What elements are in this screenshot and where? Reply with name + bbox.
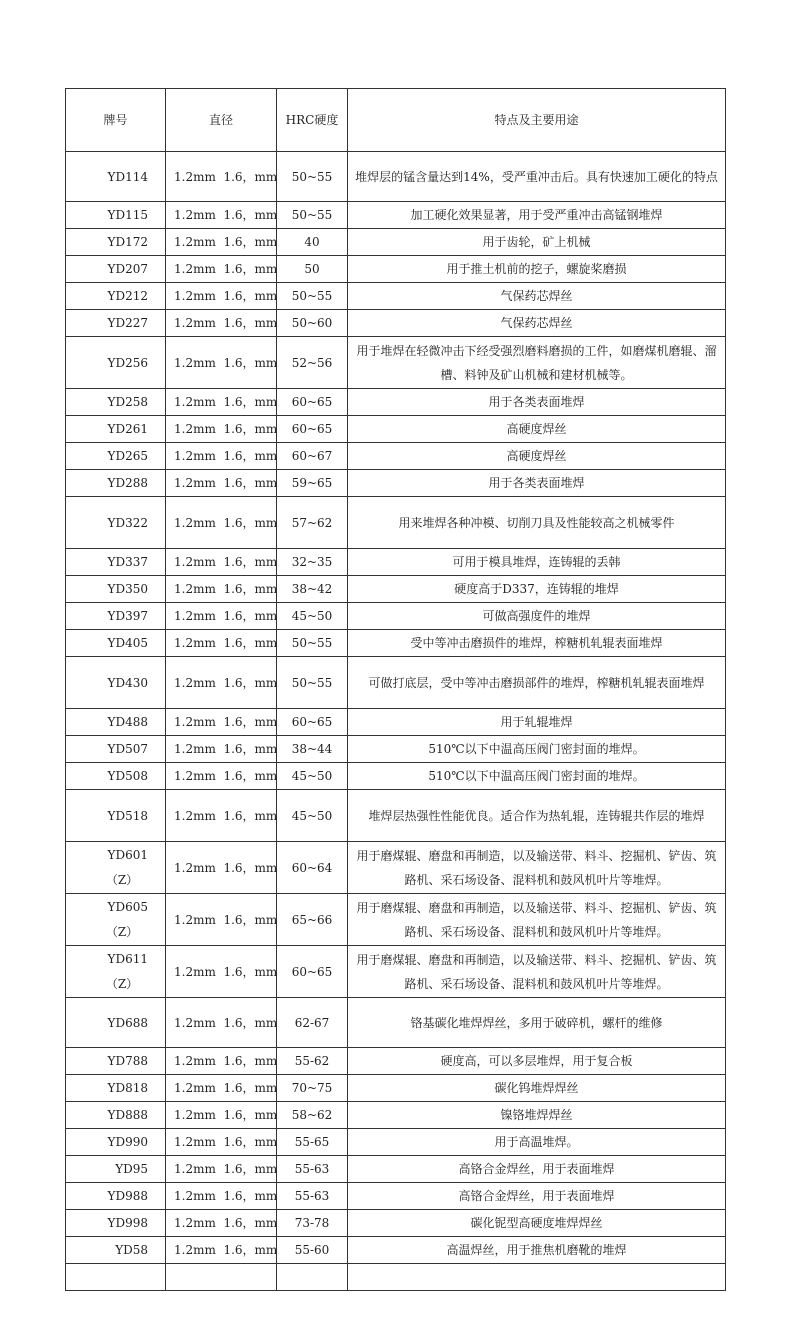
table-row [66, 1264, 726, 1291]
cell-usage: 可做高强度件的堆焊 [348, 603, 726, 630]
table-row [66, 709, 726, 736]
brand-code: YD207 [107, 262, 148, 276]
cell-brand [66, 1102, 166, 1129]
cell-usage: 硬度高于D337，连铸辊的堆焊 [348, 576, 726, 603]
header-hardness: HRC硬度 [277, 89, 348, 152]
cell-usage: 用于磨煤辊、磨盘和再制造，以及输送带、料斗、挖掘机、铲齿、筑路机、采石场设备、混料机和鼓风机叶片等堆焊。 [348, 842, 726, 894]
cell-usage: 用于高温堆焊。 [348, 1129, 726, 1156]
table-row [66, 657, 726, 709]
brand-code: YD265 [107, 449, 148, 463]
table-row [66, 1237, 726, 1264]
cell-usage: 用于推土机前的挖子，螺旋桨磨损 [348, 256, 726, 283]
table-row [66, 1075, 726, 1102]
brand-code: YD95 [115, 1162, 148, 1176]
brand-code: YD998 [107, 1216, 148, 1230]
cell-hardness: 55-65 [277, 1129, 348, 1156]
table-row [66, 842, 726, 894]
cell-usage: 受中等冲击磨损件的堆焊，榨糖机轧辊表面堆焊 [348, 630, 726, 657]
cell-hardness: 32~35 [277, 549, 348, 576]
cell-diameter: 1.2mm 1.6，mm [166, 310, 277, 337]
cell-usage: 高硬度焊丝 [348, 443, 726, 470]
cell-diameter: 1.2mm 1.6，mm [166, 202, 277, 229]
cell-brand [66, 1048, 166, 1075]
table-row [66, 1048, 726, 1075]
cell-usage: 510℃以下中温高压阀门密封面的堆焊。 [348, 736, 726, 763]
table-row [66, 443, 726, 470]
cell-usage: 用于轧辊堆焊 [348, 709, 726, 736]
cell-diameter: 1.2mm 1.6，mm [166, 946, 277, 998]
cell-hardness: 45~50 [277, 790, 348, 842]
cell-usage: 用于齿轮，矿上机械 [348, 229, 726, 256]
cell-hardness: 52~56 [277, 337, 348, 389]
table-row [66, 549, 726, 576]
cell-diameter [166, 1264, 277, 1291]
cell-hardness: 50~55 [277, 152, 348, 202]
table-header-row [66, 89, 726, 152]
cell-diameter: 1.2mm 1.6，mm [166, 736, 277, 763]
cell-usage: 高铬合金焊丝，用于表面堆焊 [348, 1156, 726, 1183]
cell-diameter: 1.2mm 1.6，mm [166, 630, 277, 657]
header-brand: 牌号 [66, 89, 166, 152]
brand-code: YD405 [107, 636, 148, 650]
cell-diameter: 1.2mm 1.6，mm [166, 389, 277, 416]
cell-brand [66, 497, 166, 549]
brand-code: YD350 [107, 582, 148, 596]
cell-brand [66, 603, 166, 630]
cell-brand [66, 709, 166, 736]
brand-code: YD508 [107, 769, 148, 783]
header-diameter: 直径 [166, 89, 277, 152]
cell-brand [66, 1264, 166, 1291]
cell-diameter: 1.2mm 1.6，mm [166, 1237, 277, 1264]
cell-usage: 气保药芯焊丝 [348, 310, 726, 337]
brand-code: YD611 [107, 951, 148, 966]
cell-diameter: 1.2mm 1.6，mm [166, 229, 277, 256]
table-row [66, 1210, 726, 1237]
cell-hardness: 55-63 [277, 1156, 348, 1183]
cell-diameter: 1.2mm 1.6，mm [166, 894, 277, 946]
cell-diameter: 1.2mm 1.6，mm [166, 152, 277, 202]
cell-brand [66, 202, 166, 229]
table-row [66, 763, 726, 790]
brand-code: YD488 [107, 715, 148, 729]
cell-diameter: 1.2mm 1.6，mm [166, 337, 277, 389]
cell-diameter: 1.2mm 1.6，mm [166, 549, 277, 576]
table-row [66, 576, 726, 603]
brand-suffix: （Z） [105, 872, 139, 887]
cell-brand [66, 630, 166, 657]
cell-diameter: 1.2mm 1.6，mm [166, 709, 277, 736]
cell-hardness: 58~62 [277, 1102, 348, 1129]
brand-code: YD288 [107, 476, 148, 490]
cell-brand [66, 549, 166, 576]
brand-code: YD172 [107, 235, 148, 249]
cell-hardness: 60~65 [277, 416, 348, 443]
cell-diameter: 1.2mm 1.6，mm [166, 1210, 277, 1237]
cell-usage: 铬基碳化堆焊焊丝，多用于破碎机，螺杆的维修 [348, 998, 726, 1048]
table-row [66, 389, 726, 416]
table-row [66, 256, 726, 283]
brand-code: YD58 [115, 1243, 148, 1257]
table-row [66, 894, 726, 946]
cell-hardness: 50~60 [277, 310, 348, 337]
cell-brand [66, 790, 166, 842]
cell-hardness: 40 [277, 229, 348, 256]
brand-code: YD888 [107, 1108, 148, 1122]
table-row [66, 603, 726, 630]
table-body [66, 152, 726, 1291]
table-row [66, 1156, 726, 1183]
cell-diameter: 1.2mm 1.6，mm [166, 1156, 277, 1183]
cell-diameter: 1.2mm 1.6，mm [166, 497, 277, 549]
cell-hardness: 60~65 [277, 389, 348, 416]
cell-brand [66, 842, 166, 894]
cell-brand [66, 894, 166, 946]
cell-hardness: 50~55 [277, 202, 348, 229]
cell-hardness: 38~44 [277, 736, 348, 763]
table-row [66, 497, 726, 549]
brand-code: YD507 [107, 742, 148, 756]
brand-code: YD605 [107, 899, 148, 914]
cell-diameter: 1.2mm 1.6，mm [166, 657, 277, 709]
table-row [66, 998, 726, 1048]
cell-brand [66, 576, 166, 603]
brand-code: YD988 [107, 1189, 148, 1203]
cell-brand [66, 1183, 166, 1210]
cell-usage: 510℃以下中温高压阀门密封面的堆焊。 [348, 763, 726, 790]
brand-code: YD258 [107, 395, 148, 409]
cell-hardness: 50 [277, 256, 348, 283]
cell-brand [66, 283, 166, 310]
cell-hardness: 57~62 [277, 497, 348, 549]
table-row [66, 337, 726, 389]
cell-brand [66, 310, 166, 337]
cell-hardness: 55-62 [277, 1048, 348, 1075]
cell-brand [66, 152, 166, 202]
cell-usage: 高铬合金焊丝，用于表面堆焊 [348, 1183, 726, 1210]
cell-usage: 用于各类表面堆焊 [348, 389, 726, 416]
brand-code: YD430 [107, 675, 148, 690]
cell-brand [66, 229, 166, 256]
cell-brand [66, 657, 166, 709]
brand-code: YD601 [107, 847, 148, 862]
cell-hardness: 65~66 [277, 894, 348, 946]
cell-brand [66, 1129, 166, 1156]
cell-usage: 硬度高，可以多层堆焊，用于复合板 [348, 1048, 726, 1075]
brand-code: YD818 [107, 1081, 148, 1095]
cell-hardness: 60~67 [277, 443, 348, 470]
cell-diameter: 1.2mm 1.6，mm [166, 1183, 277, 1210]
table-row [66, 1129, 726, 1156]
cell-brand [66, 763, 166, 790]
cell-hardness [277, 1264, 348, 1291]
table-row [66, 310, 726, 337]
cell-hardness: 60~65 [277, 709, 348, 736]
table-row [66, 946, 726, 998]
welding-wire-table [65, 88, 726, 1291]
cell-diameter: 1.2mm 1.6，mm [166, 256, 277, 283]
cell-hardness: 55-60 [277, 1237, 348, 1264]
cell-diameter: 1.2mm 1.6，mm [166, 443, 277, 470]
cell-usage: 堆焊层热强性性能优良。适合作为热轧辊，连铸辊共作层的堆焊 [348, 790, 726, 842]
cell-brand [66, 998, 166, 1048]
brand-suffix: （Z） [105, 924, 139, 939]
cell-diameter: 1.2mm 1.6，mm [166, 576, 277, 603]
brand-code: YD688 [107, 1015, 148, 1030]
cell-diameter: 1.2mm 1.6，mm [166, 283, 277, 310]
cell-diameter: 1.2mm 1.6，mm [166, 470, 277, 497]
table-row [66, 470, 726, 497]
cell-brand [66, 1075, 166, 1102]
cell-diameter: 1.2mm 1.6，mm [166, 1102, 277, 1129]
brand-code: YD990 [107, 1135, 148, 1149]
cell-diameter: 1.2mm 1.6，mm [166, 1048, 277, 1075]
cell-diameter: 1.2mm 1.6，mm [166, 842, 277, 894]
table-row [66, 1183, 726, 1210]
cell-diameter: 1.2mm 1.6，mm [166, 1075, 277, 1102]
cell-diameter: 1.2mm 1.6，mm [166, 603, 277, 630]
cell-hardness: 50~55 [277, 283, 348, 310]
table-row [66, 202, 726, 229]
cell-diameter: 1.2mm 1.6，mm [166, 763, 277, 790]
cell-hardness: 38~42 [277, 576, 348, 603]
cell-diameter: 1.2mm 1.6，mm [166, 790, 277, 842]
cell-brand [66, 443, 166, 470]
cell-usage: 气保药芯焊丝 [348, 283, 726, 310]
cell-hardness: 73-78 [277, 1210, 348, 1237]
cell-hardness: 45~50 [277, 763, 348, 790]
cell-brand [66, 1156, 166, 1183]
table-row [66, 630, 726, 657]
cell-usage: 碳化钨堆焊焊丝 [348, 1075, 726, 1102]
cell-brand [66, 736, 166, 763]
cell-brand [66, 1210, 166, 1237]
brand-code: YD212 [107, 289, 148, 303]
cell-hardness: 70~75 [277, 1075, 348, 1102]
cell-usage: 堆焊层的锰含量达到14%，受严重冲击后。具有快速加工硬化的特点 [348, 152, 726, 202]
cell-hardness: 60~65 [277, 946, 348, 998]
brand-code: YD114 [107, 169, 148, 184]
cell-brand [66, 256, 166, 283]
cell-usage: 可做打底层，受中等冲击磨损部件的堆焊，榨糖机轧辊表面堆焊 [348, 657, 726, 709]
table-row [66, 736, 726, 763]
cell-hardness: 60~64 [277, 842, 348, 894]
cell-hardness: 62-67 [277, 998, 348, 1048]
brand-code: YD337 [107, 555, 148, 569]
cell-hardness: 50~55 [277, 657, 348, 709]
brand-code: YD788 [107, 1054, 148, 1068]
cell-usage: 碳化铌型高硬度堆焊焊丝 [348, 1210, 726, 1237]
brand-code: YD115 [107, 208, 148, 222]
cell-diameter: 1.2mm 1.6，mm [166, 416, 277, 443]
table-row [66, 283, 726, 310]
cell-hardness: 50~55 [277, 630, 348, 657]
table-row [66, 152, 726, 202]
brand-code: YD261 [107, 422, 148, 436]
cell-hardness: 45~50 [277, 603, 348, 630]
cell-usage: 用于磨煤辊、磨盘和再制造，以及输送带、料斗、挖掘机、铲齿、筑路机、采石场设备、混料机和鼓风机叶片等堆焊。 [348, 894, 726, 946]
cell-usage: 镍铬堆焊焊丝 [348, 1102, 726, 1129]
cell-brand [66, 946, 166, 998]
table-row [66, 416, 726, 443]
cell-brand [66, 416, 166, 443]
cell-brand [66, 1237, 166, 1264]
cell-diameter: 1.2mm 1.6，mm [166, 998, 277, 1048]
brand-code: YD227 [107, 316, 148, 330]
cell-usage: 用于堆焊在轻微冲击下经受强烈磨料磨损的工件，如磨煤机磨辊、溜槽、料钟及矿山机械和建材机械等。 [348, 337, 726, 389]
table-row [66, 790, 726, 842]
table-row [66, 1102, 726, 1129]
cell-hardness: 55-63 [277, 1183, 348, 1210]
cell-usage: 用来堆焊各种冲模、切削刀具及性能较高之机械零件 [348, 497, 726, 549]
cell-usage: 高温焊丝，用于推焦机磨靴的堆焊 [348, 1237, 726, 1264]
cell-brand [66, 389, 166, 416]
cell-usage: 加工硬化效果显著，用于受严重冲击高锰钢堆焊 [348, 202, 726, 229]
brand-code: YD256 [107, 355, 148, 370]
cell-diameter: 1.2mm 1.6，mm [166, 1129, 277, 1156]
cell-brand [66, 470, 166, 497]
cell-brand [66, 337, 166, 389]
cell-usage: 可用于模具堆焊，连铸辊的丢韩 [348, 549, 726, 576]
brand-suffix: （Z） [105, 976, 139, 991]
brand-code: YD322 [107, 515, 148, 530]
cell-usage: 用于各类表面堆焊 [348, 470, 726, 497]
cell-hardness: 59~65 [277, 470, 348, 497]
cell-usage: 用于磨煤辊、磨盘和再制造，以及输送带、料斗、挖掘机、铲齿、筑路机、采石场设备、混料机和鼓风机叶片等堆焊。 [348, 946, 726, 998]
cell-usage [348, 1264, 726, 1291]
header-usage: 特点及主要用途 [348, 89, 726, 152]
table-row [66, 229, 726, 256]
cell-usage: 高硬度焊丝 [348, 416, 726, 443]
brand-code: YD397 [107, 609, 148, 623]
brand-code: YD518 [107, 808, 148, 823]
